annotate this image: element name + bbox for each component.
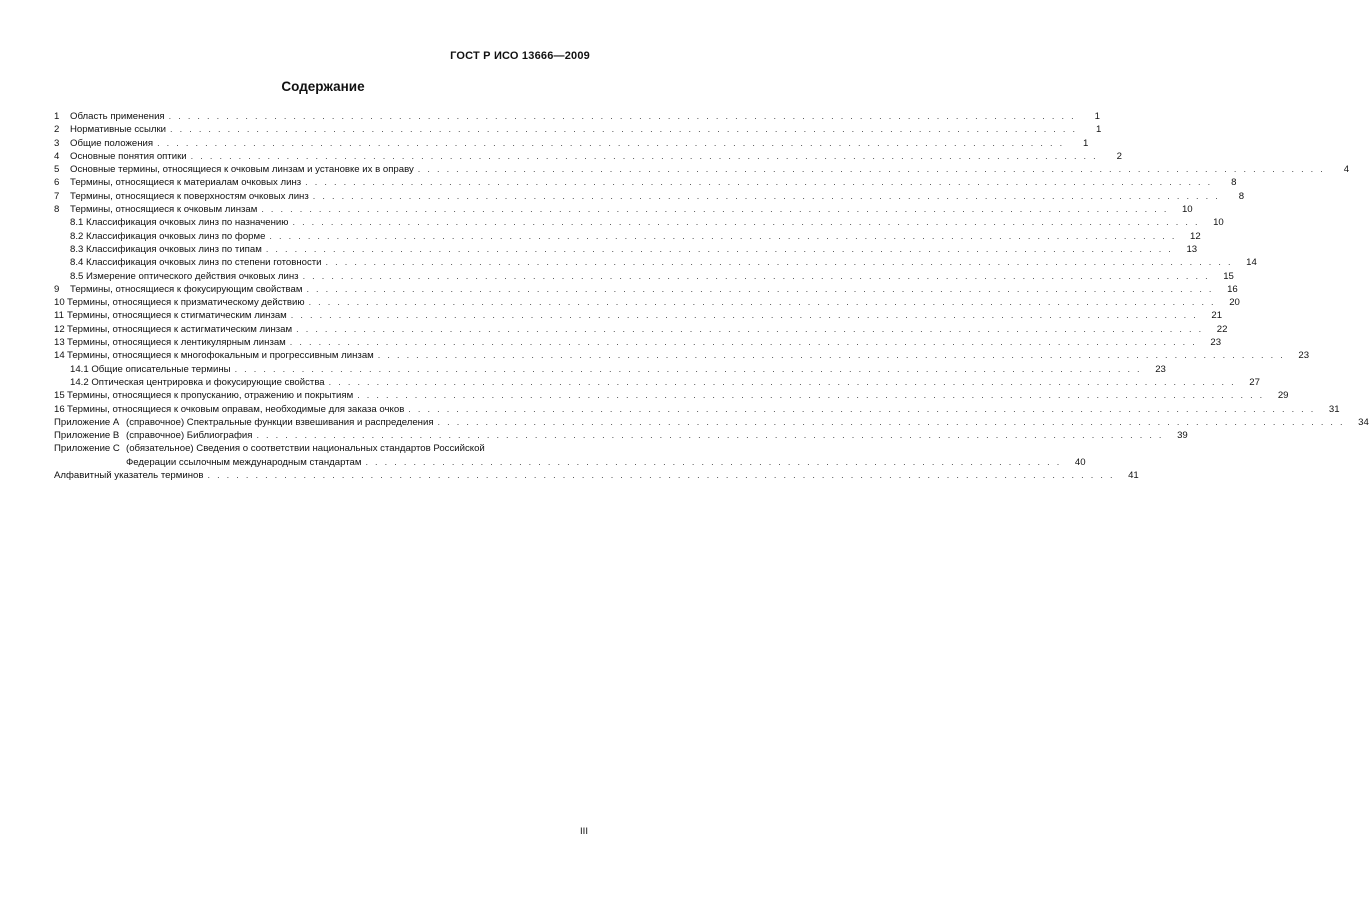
toc-subentry[interactable] xyxy=(54,230,1201,243)
toc-index-entry[interactable] xyxy=(54,469,1139,482)
toc-entry-title: (обязательное) Сведения о соответствии национальных стандартов Российской xyxy=(126,443,485,455)
leader-dots xyxy=(309,296,1216,309)
leader-dots xyxy=(157,137,1064,150)
toc-entry-page: 23 xyxy=(1210,337,1222,349)
toc-annex-entry[interactable] xyxy=(54,416,1369,429)
toc-subentry[interactable] xyxy=(54,216,1224,229)
toc-entry-page: 1 xyxy=(1095,124,1102,136)
toc-entry-body xyxy=(126,442,1086,469)
toc-entry-page: 27 xyxy=(1249,376,1260,388)
toc-entry-page: 34 xyxy=(1358,416,1369,428)
toc-entry-number: Приложение С xyxy=(54,443,120,455)
leader-dots xyxy=(357,389,1264,402)
toc-entry-page: 15 xyxy=(1223,270,1234,282)
toc-subentry[interactable] xyxy=(54,243,1198,256)
toc-entry-title: Основные понятия оптики xyxy=(70,150,187,162)
leader-dots xyxy=(291,309,1198,322)
toc-entry-page: 31 xyxy=(1328,403,1340,415)
toc-entry-page: 10 xyxy=(1213,217,1224,229)
toc-entry-page: 13 xyxy=(1186,243,1198,255)
toc-annex-entry[interactable] xyxy=(54,442,1086,469)
toc-subentry[interactable] xyxy=(54,376,1260,389)
toc-entry-page: 29 xyxy=(1277,390,1289,402)
leader-dots xyxy=(306,283,1213,296)
toc-entry[interactable] xyxy=(54,176,1237,189)
page-number: III xyxy=(580,826,588,837)
toc-entry-page: 16 xyxy=(1227,283,1238,295)
toc-entry-title: Термины, относящиеся к очковым линзам xyxy=(70,204,258,216)
toc-entry[interactable] xyxy=(54,309,1223,322)
leader-dots xyxy=(292,216,1199,229)
toc-entry[interactable] xyxy=(54,323,1228,336)
leader-dots xyxy=(326,256,1233,269)
toc-entry-title-continued: Федерации ссылочным международным стандартам xyxy=(126,456,362,468)
toc-entry-page: 1 xyxy=(1083,137,1089,149)
leader-dots xyxy=(313,190,1220,203)
toc-entry-title: Термины, относящиеся к стигматическим линзам xyxy=(67,310,287,322)
toc-entry-title: Термины, относящиеся к астигматическим линзам xyxy=(67,323,293,335)
toc-entry-number: 1 xyxy=(54,111,60,122)
leader-dots xyxy=(256,429,1163,442)
toc-entry[interactable] xyxy=(54,403,1340,416)
toc-entry-number: 6 xyxy=(54,177,60,189)
toc-entry-title: (справочное) Библиография xyxy=(126,430,253,442)
toc-entry[interactable] xyxy=(54,150,1122,163)
toc-entry-title: Общие положения xyxy=(70,137,154,149)
toc-entry-page: 23 xyxy=(1155,363,1166,375)
leader-dots xyxy=(378,349,1285,362)
toc-entry-title: Термины, относящиеся к лентикулярным линзам xyxy=(67,337,286,349)
toc-entry-title: Термины, относящиеся к очковым оправам, необходимые для заказа очков xyxy=(67,403,405,415)
toc-entry-title: 14.1 Общие описательные термины xyxy=(70,363,231,375)
toc-entry-number: 9 xyxy=(54,283,60,295)
toc-entry[interactable] xyxy=(54,137,1089,150)
toc-entry-number: 7 xyxy=(54,190,60,202)
leader-dots xyxy=(207,469,1114,482)
toc-entry-title: (справочное) Спектральные функции взвешивания и распределения xyxy=(126,416,434,428)
toc-entry-number: 16 xyxy=(54,403,65,415)
leader-dots xyxy=(191,150,1098,163)
toc-entry-title: 8.4 Классификация очковых линз по степени готовности xyxy=(70,257,322,269)
toc-entry-page: 10 xyxy=(1181,204,1193,216)
toc-entry[interactable] xyxy=(54,283,1238,296)
toc-entry-page: 23 xyxy=(1298,350,1310,362)
toc-entry-number: 13 xyxy=(54,337,65,349)
toc-entry-title: Термины, относящиеся к материалам очковых линз xyxy=(70,177,302,189)
toc-title: Содержание xyxy=(281,79,365,94)
leader-dots xyxy=(408,403,1315,416)
toc-entry-page: 8 xyxy=(1231,177,1237,189)
toc-subentry[interactable] xyxy=(54,363,1166,376)
toc-entry-page: 22 xyxy=(1216,323,1228,335)
toc-entry[interactable] xyxy=(54,123,1102,136)
toc-entry[interactable] xyxy=(54,296,1240,309)
leader-dots xyxy=(365,456,1061,469)
toc-entry[interactable] xyxy=(54,163,1350,176)
toc-entry-page: 4 xyxy=(1343,164,1350,176)
toc-entry-page: 14 xyxy=(1246,257,1257,269)
toc-entry-title: Термины, относящиеся к поверхностям очковых линз xyxy=(70,190,309,202)
leader-dots xyxy=(235,363,1142,376)
toc-entry-page: 41 xyxy=(1128,470,1139,482)
toc-entry-page: 40 xyxy=(1074,456,1086,468)
toc-entry-number: 11 xyxy=(54,310,64,322)
toc-entry-title: Нормативные ссылки xyxy=(70,124,167,136)
toc-entry-title: Термины, относящиеся к фокусирующим свойствам xyxy=(70,283,303,295)
toc-entry-title: Термины, относящиеся к призматическому действию xyxy=(67,297,305,309)
leader-dots xyxy=(169,110,1076,123)
toc-entry-number: 3 xyxy=(54,137,60,149)
toc-entry-number: 15 xyxy=(54,390,65,402)
toc-entry-title-line xyxy=(126,456,1086,469)
toc-annex-entry[interactable] xyxy=(54,429,1188,442)
toc-entry[interactable] xyxy=(54,336,1222,349)
leader-dots xyxy=(438,416,1345,429)
leader-dots xyxy=(329,376,1236,389)
toc-entry-title-line xyxy=(126,442,1086,455)
toc-entry-page: 8 xyxy=(1238,190,1245,202)
toc-entry-number: 5 xyxy=(54,164,60,176)
toc-entry[interactable] xyxy=(54,389,1289,402)
leader-dots xyxy=(290,336,1197,349)
toc-entry-title: Область применения xyxy=(70,111,165,122)
leader-dots xyxy=(261,203,1168,216)
toc-entry-title: Термины, относящиеся к пропусканию, отражению и покрытиям xyxy=(67,390,354,402)
toc-entry-page: 21 xyxy=(1211,310,1223,322)
leader-dots xyxy=(305,176,1212,189)
table-of-contents xyxy=(54,110,1369,482)
toc-entry-title: Основные термины, относящиеся к очковым линзам и установке их в оправу xyxy=(70,164,414,176)
toc-entry-title: Термины, относящиеся к многофокальным и прогрессивным линзам xyxy=(67,350,374,362)
leader-dots xyxy=(303,270,1210,283)
toc-entry-title: 14.2 Оптическая центрировка и фокусирующие свойства xyxy=(70,376,325,388)
toc-entry-number: 4 xyxy=(54,150,60,162)
toc-entry-title: 8.2 Классификация очковых линз по форме xyxy=(70,230,266,242)
toc-entry-title: 8.1 Классификация очковых линз по назначению xyxy=(70,217,289,229)
toc-entry-page: 12 xyxy=(1190,230,1201,242)
toc-entry-number: 10 xyxy=(54,297,65,309)
toc-entry-title: 8.3 Классификация очковых линз по типам xyxy=(70,243,262,255)
toc-subentry[interactable] xyxy=(54,256,1257,269)
leader-dots xyxy=(170,123,1077,136)
leader-dots xyxy=(418,163,1325,176)
toc-entry-title: Алфавитный указатель терминов xyxy=(54,470,204,482)
toc-entry-number: 2 xyxy=(54,124,60,136)
leader-dots xyxy=(266,243,1173,256)
toc-entry[interactable] xyxy=(54,190,1245,203)
document-code: ГОСТ Р ИСО 13666—2009 xyxy=(450,50,590,62)
toc-entry[interactable] xyxy=(54,349,1310,362)
toc-entry-title: 8.5 Измерение оптического действия очковых линз xyxy=(70,270,299,282)
toc-subentry[interactable] xyxy=(54,270,1234,283)
leader-dots xyxy=(269,230,1176,243)
toc-entry-page: 2 xyxy=(1116,150,1122,162)
toc-entry-number: 8 xyxy=(54,204,60,216)
toc-entry-number: Приложение А xyxy=(54,416,120,428)
toc-entry-number: 12 xyxy=(54,323,65,335)
toc-entry-number: Приложение В xyxy=(54,430,120,442)
toc-entry-page: 1 xyxy=(1094,111,1100,122)
leader-dots xyxy=(296,323,1203,336)
toc-entry[interactable] xyxy=(54,203,1193,216)
toc-entry-page: 39 xyxy=(1177,430,1188,442)
toc-entry-number: 14 xyxy=(54,350,65,362)
toc-entry[interactable] xyxy=(54,110,1100,123)
toc-entry-page: 20 xyxy=(1229,297,1240,309)
